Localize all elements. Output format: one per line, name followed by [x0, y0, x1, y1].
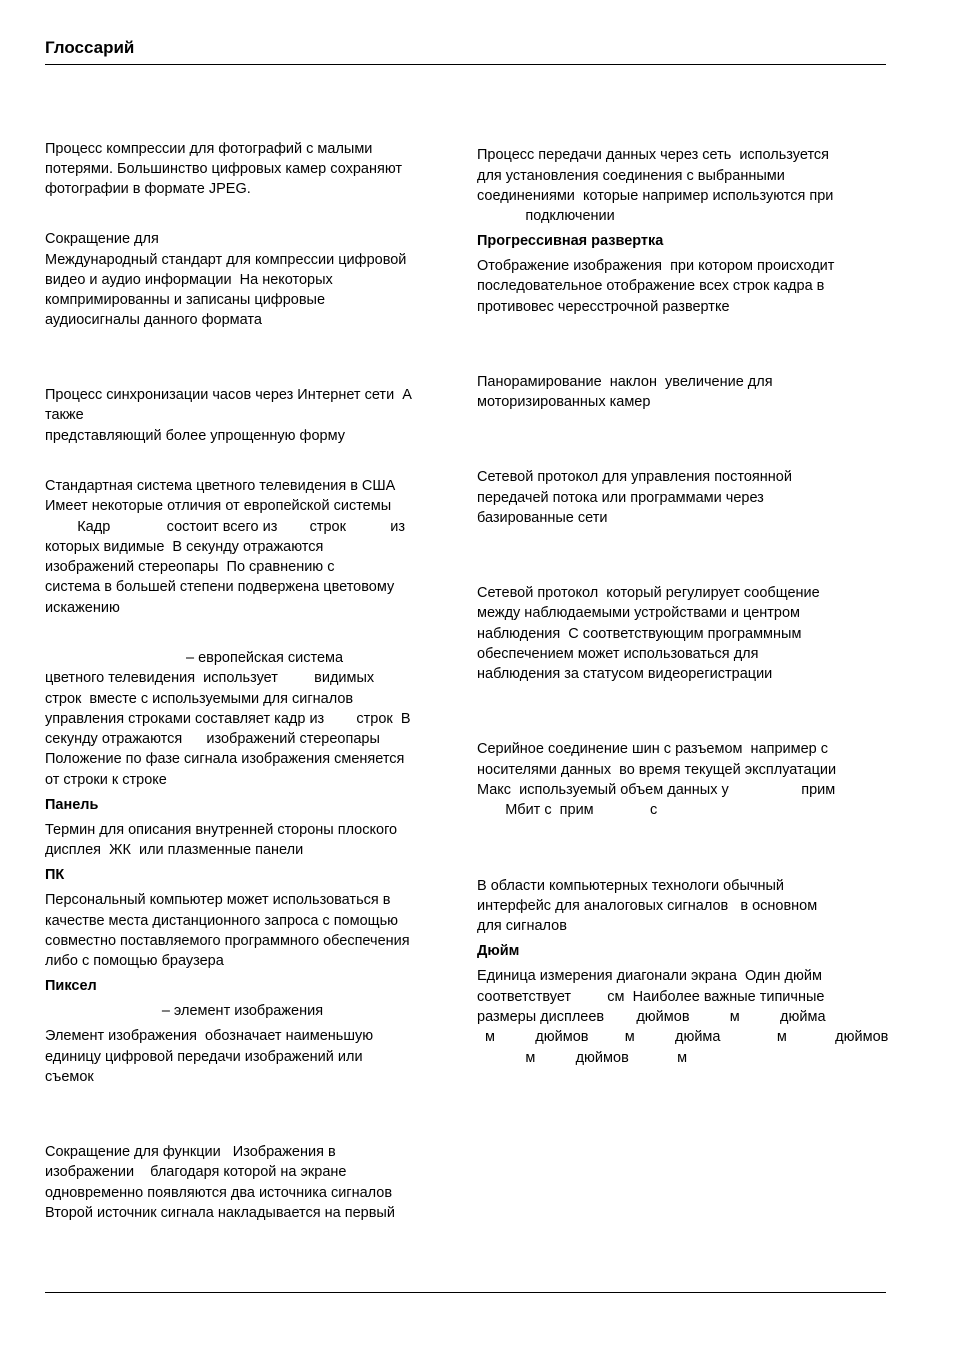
glossary-text-line: обеспечением может использоваться для: [477, 646, 759, 662]
glossary-text-line: Стандартная система цветного телевидения в США: [45, 478, 396, 494]
glossary-text-line: управления строками составляет кадр из строк В: [45, 711, 411, 727]
glossary-term: Прогрессивная развертка: [477, 233, 664, 249]
glossary-text-line: Сетевой протокол который регулирует сообщение: [477, 585, 820, 601]
page-title: Глоссарий: [45, 38, 135, 57]
glossary-text-line: также: [45, 407, 84, 423]
glossary-text-line: интерфейс для аналоговых сигналов в основном: [477, 898, 818, 914]
glossary-text-line: соответствует см Наиболее важные типичные: [477, 989, 825, 1005]
glossary-text-line: наблюдения С соответствующим программным: [477, 626, 802, 642]
glossary-text-line: искажению: [45, 600, 120, 616]
glossary-text-line: качестве места дистанционного запроса с помощью: [45, 913, 398, 929]
glossary-text-line: совместно поставляемого программного обеспечения: [45, 933, 410, 949]
glossary-text-line: строк вместе с используемыми для сигналов: [45, 691, 354, 707]
glossary-text-line: моторизированных камер: [477, 394, 651, 410]
glossary-text-line: – элемент изображения: [45, 1003, 324, 1019]
glossary-text-line: фотографии в формате JPEG.: [45, 181, 251, 197]
glossary-text-line: для установления соединения с выбранными: [477, 168, 785, 184]
glossary-text-line: Мбит с прим с: [477, 802, 658, 818]
glossary-text-line: Международный стандарт для компрессии цифровой: [45, 252, 407, 268]
glossary-text-line: последовательное отображение всех строк кадра в: [477, 278, 825, 294]
glossary-text-line: Отображение изображения при котором происходит: [477, 258, 835, 274]
glossary-text-line: Макс используемый объем данных у прим: [477, 782, 836, 798]
glossary-text-line: потерями. Большинство цифровых камер сохраняют: [45, 161, 403, 177]
glossary-text-line: Второй источник сигнала накладывается на первый: [45, 1205, 395, 1221]
glossary-term: Панель: [45, 797, 99, 813]
glossary-text-line: дисплея ЖК или плазменные панели: [45, 842, 304, 858]
glossary-text-line: которых видимые В секунду отражаются: [45, 539, 324, 555]
glossary-text-line: м дюймов м: [477, 1050, 688, 1066]
glossary-text-line: секунду отражаются изображений стереопары: [45, 731, 380, 747]
glossary-text-line: Сокращение для функции Изображения в: [45, 1144, 336, 1160]
glossary-text-line: Процесс компрессии для фотографий с малыми: [45, 141, 373, 157]
glossary-text-line: противовес чересстрочной развертке: [477, 299, 730, 315]
glossary-text-line: либо с помощью браузера: [45, 953, 224, 969]
page-header: [45, 36, 886, 65]
glossary-text-line: носителями данных во время текущей эксплуатации: [477, 762, 837, 778]
glossary-text-line: Сокращение для: [45, 231, 159, 247]
glossary-text-line: – европейская система: [45, 650, 344, 666]
glossary-text-line: от строки к строке: [45, 772, 167, 788]
glossary-text-line: Сетевой протокол для управления постоянной: [477, 469, 792, 485]
glossary-term: Пиксел: [45, 978, 97, 994]
glossary-text-line: Единица измерения диагонали экрана Один дюйм: [477, 968, 822, 984]
glossary-text-line: изображений стереопары По сравнению с: [45, 559, 335, 575]
glossary-text-line: Элемент изображения обозначает наименьшую: [45, 1028, 374, 1044]
glossary-term: ПК: [45, 867, 65, 883]
glossary-text-line: видео и аудио информации На некоторых: [45, 272, 333, 288]
glossary-text-line: компримированны и записаны цифровые: [45, 292, 326, 308]
glossary-text-line: размеры дисплеев дюймов м дюйма: [477, 1009, 826, 1025]
glossary-term: Дюйм: [477, 943, 520, 959]
glossary-text-line: съемок: [45, 1069, 94, 1085]
glossary-text-line: аудиосигналы данного формата: [45, 312, 262, 328]
glossary-text-line: В области компьютерных технологи обычный: [477, 878, 784, 894]
glossary-text-line: соединениями которые например используются при: [477, 188, 834, 204]
glossary-text-line: Термин для описания внутренней стороны плоского: [45, 822, 398, 838]
glossary-text-line: цветного телевидения использует видимых: [45, 670, 375, 686]
glossary-text-line: представляющий более упрощенную форму: [45, 428, 345, 444]
glossary-text-line: Положение по фазе сигнала изображения сменяется: [45, 751, 405, 767]
glossary-text-line: Имеет некоторые отличия от европейской системы: [45, 498, 392, 514]
glossary-text-line: Процесс синхронизации часов через Интернет сети А: [45, 387, 412, 403]
glossary-text-line: изображении благодаря которой на экране: [45, 1164, 347, 1180]
glossary-text-line: одновременно появляются два источника сигналов: [45, 1185, 393, 1201]
glossary-text-line: наблюдения за статусом видеорегистрации: [477, 666, 773, 682]
glossary-text-line: Панорамирование наклон увеличение для: [477, 374, 773, 390]
glossary-text-line: подключении: [477, 208, 615, 224]
glossary-text-line: единицу цифровой передачи изображений или: [45, 1049, 363, 1065]
glossary-text-line: Персональный компьютер может использоваться в: [45, 892, 391, 908]
glossary-text-line: базированные сети: [477, 510, 608, 526]
glossary-text-line: м дюймов м дюйма м дюймов: [477, 1029, 889, 1045]
glossary-text-line: для сигналов: [477, 918, 567, 934]
glossary-text-line: система в большей степени подвержена цветовому: [45, 579, 395, 595]
glossary-text-line: Процесс передачи данных через сеть используется: [477, 147, 830, 163]
glossary-text-line: Серийное соединение шин с разъемом например с: [477, 741, 829, 757]
glossary-text-line: передачей потока или программами через: [477, 490, 764, 506]
glossary-text-line: между наблюдаемыми устройствами и центром: [477, 605, 801, 621]
footer-rule: [45, 1292, 886, 1293]
glossary-text-line: Кадр состоит всего из строк из: [45, 519, 406, 535]
